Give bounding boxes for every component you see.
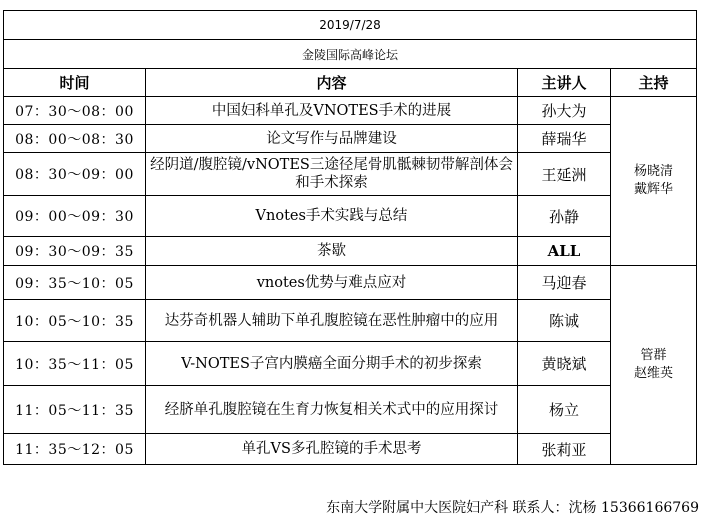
table-row (4, 434, 697, 465)
content-cell: 单孔VS多孔腔镜的手术思考 (146, 434, 518, 465)
content-cell: 经脐单孔腹腔镜在生育力恢复相关术式中的应用探讨 (146, 386, 518, 434)
host-name: 杨晓清 (634, 164, 674, 179)
time-cell: 07：30～08：00 (4, 97, 146, 125)
table-row (4, 125, 697, 153)
speaker-cell: 陈诚 (518, 300, 611, 342)
table-row (4, 342, 697, 386)
table-row (4, 386, 697, 434)
content-cell: 达芬奇机器人辅助下单孔腹腔镜在恶性肿瘤中的应用 (146, 300, 518, 342)
speaker-cell: 黄晓斌 (518, 342, 611, 386)
header-row (4, 69, 697, 97)
host-name: 管群 (640, 348, 667, 363)
content-cell: 茶歇 (146, 237, 518, 266)
header-host: 主持 (611, 69, 697, 97)
header-speaker: 主讲人 (518, 69, 611, 97)
time-cell: 09：30～09：35 (4, 237, 146, 266)
speaker-cell: 马迎春 (518, 266, 611, 300)
speaker-cell: 孙大为 (518, 97, 611, 125)
speaker-cell: 薛瑞华 (518, 125, 611, 153)
content-cell: 中国妇科单孔及VNOTES手术的进展 (146, 97, 518, 125)
time-cell: 11：35～12：05 (4, 434, 146, 465)
speaker-cell: 杨立 (518, 386, 611, 434)
time-cell: 08：30～09：00 (4, 153, 146, 196)
speaker-cell: ALL (518, 237, 611, 266)
time-cell: 11：05～11：35 (4, 386, 146, 434)
content-cell: Vnotes手术实践与总结 (146, 196, 518, 237)
content-cell: 论文写作与品牌建设 (146, 125, 518, 153)
footer-contact: 东南大学附属中大医院妇产科 联系人：沈杨 15366166769 (326, 500, 699, 516)
date-cell: 2019/7/28 (4, 11, 697, 40)
host-name: 戴辉华 (634, 182, 674, 197)
time-cell: 09：35～10：05 (4, 266, 146, 300)
host-cell-2 (611, 266, 697, 465)
content-cell: V-NOTES子宫内膜癌全面分期手术的初步探索 (146, 342, 518, 386)
table-row (4, 97, 697, 125)
speaker-cell: 王延洲 (518, 153, 611, 196)
table-row (4, 266, 697, 300)
time-cell: 10：35～11：05 (4, 342, 146, 386)
header-content: 内容 (146, 69, 518, 97)
conference-title: 金陵国际高峰论坛 (4, 40, 697, 69)
speaker-cell: 孙静 (518, 196, 611, 237)
content-cell: vnotes优势与难点应对 (146, 266, 518, 300)
time-cell: 08：00～08：30 (4, 125, 146, 153)
header-time: 时间 (4, 69, 146, 97)
speaker-cell: 张莉亚 (518, 434, 611, 465)
host-name: 赵维英 (634, 366, 674, 381)
table-row (4, 196, 697, 237)
table-row (4, 300, 697, 342)
conference-row (4, 40, 697, 69)
time-cell: 09：00～09：30 (4, 196, 146, 237)
table-row (4, 153, 697, 196)
schedule-table (3, 10, 697, 465)
date-row (4, 11, 697, 40)
table-row (4, 237, 697, 266)
time-cell: 10：05～10：35 (4, 300, 146, 342)
content-cell: 经阴道/腹腔镜/vNOTES三途径尾骨肌骶棘韧带解剖体会和手术探索 (146, 153, 518, 196)
host-cell-1 (611, 97, 697, 266)
